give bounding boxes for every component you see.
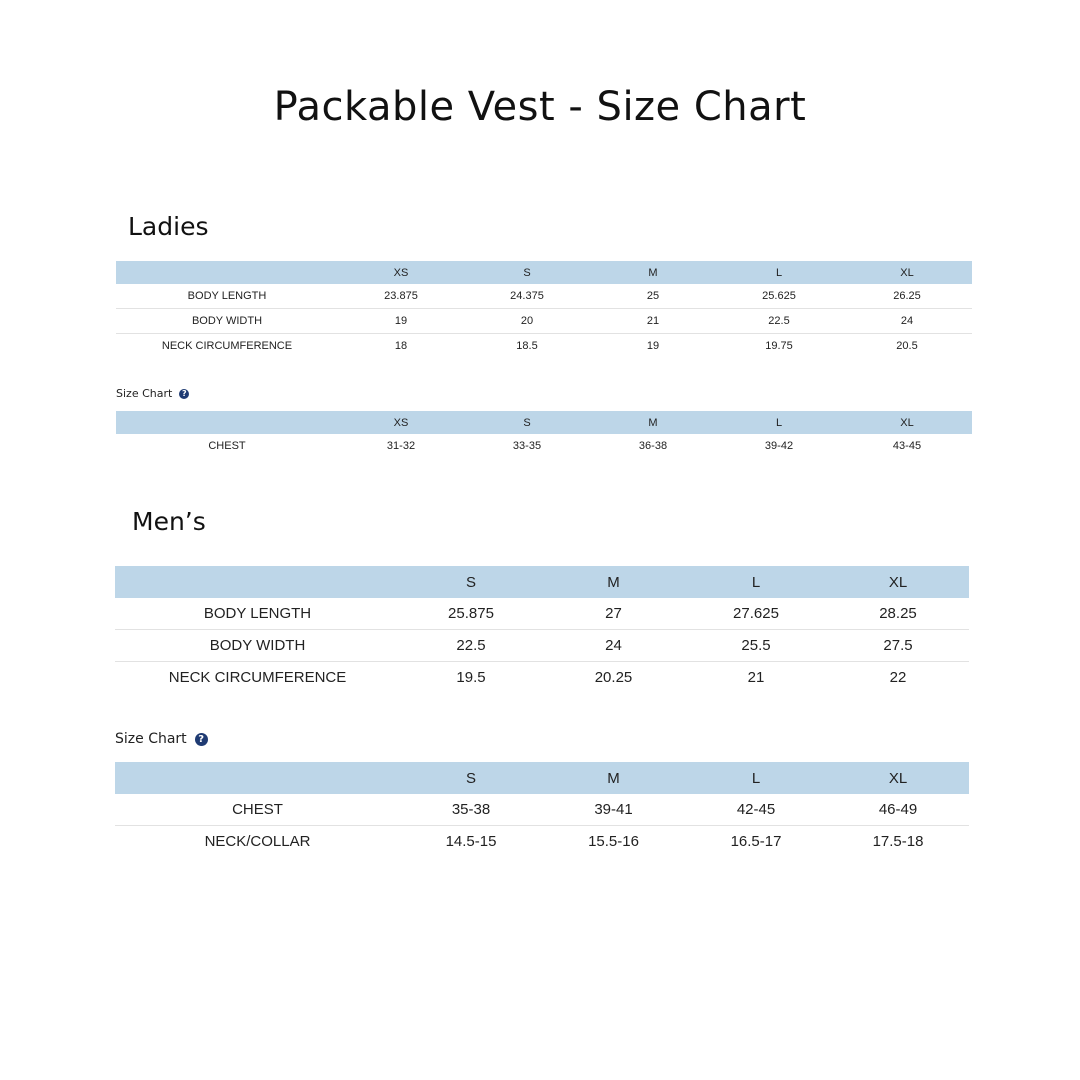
size-value: 22 bbox=[889, 669, 907, 686]
mens-size-chart-label bbox=[115, 731, 208, 747]
size-value: 14.5-15 bbox=[445, 833, 497, 850]
header-row bbox=[115, 762, 969, 794]
size-header: M bbox=[590, 411, 716, 434]
measurement-label: BODY LENGTH bbox=[116, 284, 338, 309]
size-value: 36-38 bbox=[638, 440, 668, 452]
size-value: 27 bbox=[542, 598, 685, 630]
measurement-label: NECK/COLLAR bbox=[204, 833, 311, 850]
ladies-garment-table bbox=[116, 261, 972, 358]
table-row bbox=[116, 434, 972, 458]
size-header: M bbox=[590, 261, 716, 284]
size-value: 20 bbox=[464, 309, 590, 334]
size-header: XS bbox=[338, 261, 464, 284]
measurement-header bbox=[115, 566, 400, 598]
size-value: 28.25 bbox=[827, 598, 969, 630]
size-value: 18.5 bbox=[516, 340, 538, 352]
measurement-label: BODY LENGTH bbox=[115, 598, 400, 630]
table-row bbox=[115, 794, 969, 826]
size-value: 35-38 bbox=[400, 794, 542, 826]
size-value: 26.25 bbox=[842, 284, 972, 309]
header-row bbox=[116, 261, 972, 284]
size-header: L bbox=[716, 261, 842, 284]
size-header: XL bbox=[827, 566, 969, 598]
table-row bbox=[116, 309, 972, 334]
size-header: S bbox=[464, 411, 590, 434]
size-value: 20.25 bbox=[594, 669, 633, 686]
size-value: 17.5-18 bbox=[872, 833, 924, 850]
size-value: 42-45 bbox=[685, 794, 827, 826]
size-header: L bbox=[716, 411, 842, 434]
mens-heading: Men’s bbox=[132, 507, 206, 536]
size-value: 23.875 bbox=[338, 284, 464, 309]
measurement-label: BODY WIDTH bbox=[115, 630, 400, 662]
measurement-header bbox=[115, 762, 400, 794]
size-header: M bbox=[542, 762, 685, 794]
size-value: 27.5 bbox=[827, 630, 969, 662]
size-value: 22.5 bbox=[716, 309, 842, 334]
size-value: 24 bbox=[542, 630, 685, 662]
table-row bbox=[115, 630, 969, 662]
mens-size-chart-table bbox=[115, 762, 969, 857]
size-header: S bbox=[400, 762, 542, 794]
size-value: 46-49 bbox=[827, 794, 969, 826]
table-row bbox=[115, 826, 969, 858]
size-value: 43-45 bbox=[892, 440, 922, 452]
measurement-header bbox=[116, 411, 338, 434]
size-value: 22.5 bbox=[400, 630, 542, 662]
header-row bbox=[115, 566, 969, 598]
measurement-label: CHEST bbox=[208, 440, 246, 452]
question-circle-icon[interactable]: ? bbox=[195, 733, 208, 746]
size-value: 20.5 bbox=[896, 340, 918, 352]
ladies-size-chart-table bbox=[116, 411, 972, 458]
size-value: 24 bbox=[842, 309, 972, 334]
question-circle-icon[interactable]: ? bbox=[179, 389, 189, 399]
size-header: S bbox=[400, 566, 542, 598]
size-header: L bbox=[685, 762, 827, 794]
size-header: XL bbox=[842, 261, 972, 284]
size-value: 21 bbox=[590, 309, 716, 334]
size-value: 39-42 bbox=[764, 440, 794, 452]
size-value: 25.875 bbox=[400, 598, 542, 630]
table-row bbox=[115, 662, 969, 694]
size-value: 19.75 bbox=[765, 340, 793, 352]
measurement-label: NECK CIRCUMFERENCE bbox=[168, 669, 347, 686]
size-value: 19 bbox=[338, 309, 464, 334]
size-value: 24.375 bbox=[464, 284, 590, 309]
measurement-header bbox=[116, 261, 338, 284]
size-value: 16.5-17 bbox=[730, 833, 782, 850]
size-header: M bbox=[542, 566, 685, 598]
size-chart-label-text: Size Chart bbox=[116, 387, 173, 400]
size-header: XL bbox=[827, 762, 969, 794]
size-value: 15.5-16 bbox=[588, 833, 639, 850]
size-header: L bbox=[685, 566, 827, 598]
size-value: 39-41 bbox=[542, 794, 685, 826]
mens-garment-table bbox=[115, 566, 969, 693]
size-value: 25.625 bbox=[716, 284, 842, 309]
size-header: XS bbox=[338, 411, 464, 434]
ladies-size-chart-label bbox=[116, 387, 189, 400]
size-header: XL bbox=[842, 411, 972, 434]
size-value: 18 bbox=[394, 340, 408, 352]
page-title: Packable Vest - Size Chart bbox=[273, 84, 807, 130]
measurement-label: NECK CIRCUMFERENCE bbox=[161, 340, 293, 352]
measurement-label: CHEST bbox=[115, 794, 400, 826]
size-value: 19.5 bbox=[456, 669, 486, 686]
size-value: 19 bbox=[646, 340, 660, 352]
ladies-heading: Ladies bbox=[128, 212, 209, 241]
size-value: 33-35 bbox=[512, 440, 542, 452]
size-value: 25.5 bbox=[685, 630, 827, 662]
table-row bbox=[116, 284, 972, 309]
size-value: 25 bbox=[590, 284, 716, 309]
table-row bbox=[116, 334, 972, 359]
size-chart-label-text: Size Chart bbox=[115, 731, 187, 747]
size-value: 21 bbox=[747, 669, 765, 686]
measurement-label: BODY WIDTH bbox=[116, 309, 338, 334]
header-row bbox=[116, 411, 972, 434]
size-value: 31-32 bbox=[386, 440, 416, 452]
size-header: S bbox=[464, 261, 590, 284]
size-value: 27.625 bbox=[685, 598, 827, 630]
table-row bbox=[115, 598, 969, 630]
